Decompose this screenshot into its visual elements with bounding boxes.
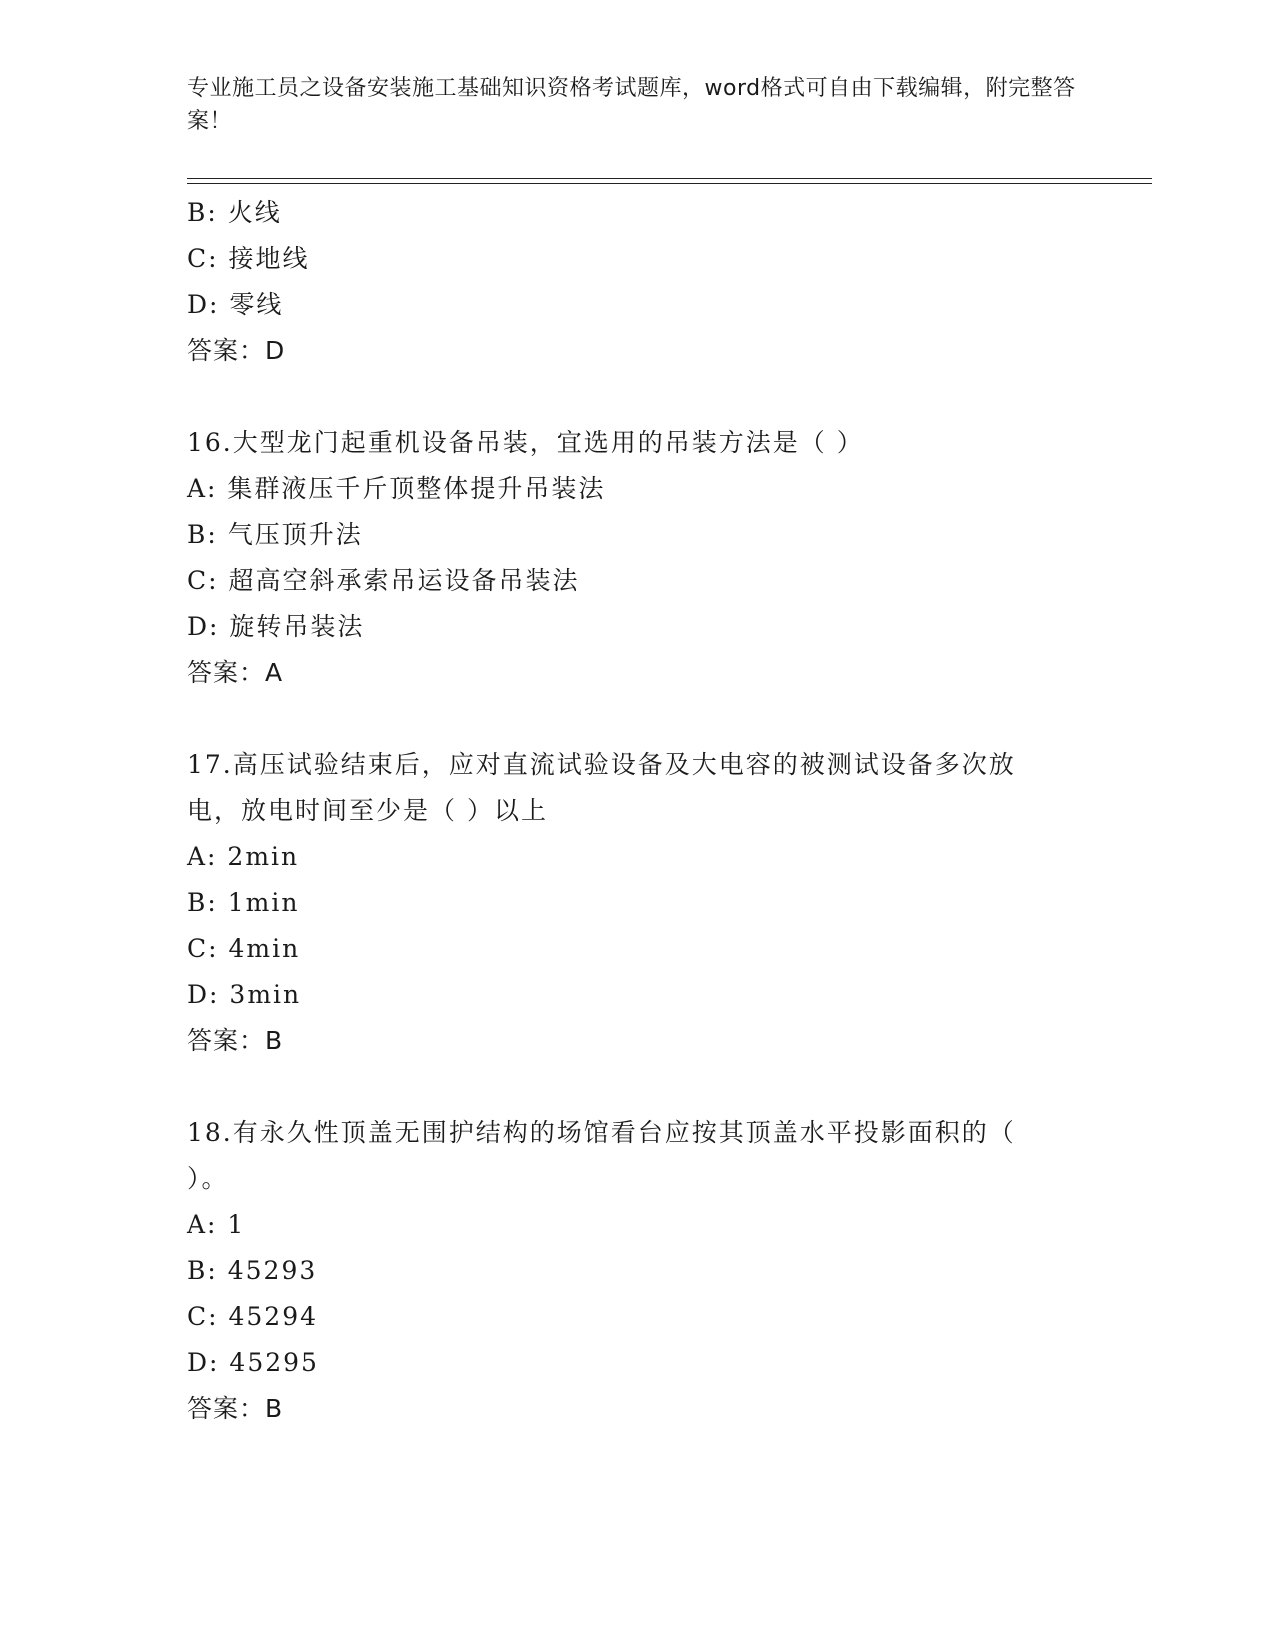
spacer (187, 1064, 1087, 1110)
option-a: A: 1 (187, 1210, 246, 1239)
option-c: C: 4min (187, 934, 301, 963)
option-b: B: 1min (187, 888, 300, 917)
answer-line: 答案：B (187, 1026, 284, 1055)
option-d: D: 3min (187, 980, 302, 1009)
question-fragment (187, 190, 1087, 374)
answer-line: 答案：A (187, 658, 284, 687)
option-c: C: 接地线 (187, 244, 310, 273)
question-text: 16.大型龙门起重机设备吊装，宜选用的吊装方法是（ ） (187, 428, 864, 457)
question-17 (187, 742, 1087, 1064)
option-b: B: 火线 (187, 198, 282, 227)
option-c: C: 超高空斜承索吊运设备吊装法 (187, 566, 580, 595)
option-c: C: 45294 (187, 1302, 319, 1331)
option-a: A: 集群液压千斤顶整体提升吊装法 (187, 474, 606, 503)
question-text: 17.高压试验结束后，应对直流试验设备及大电容的被测试设备多次放电，放电时间至少是（ ）以上 (187, 750, 1016, 825)
option-a: A: 2min (187, 842, 300, 871)
spacer (187, 374, 1087, 420)
header-rule-bottom (187, 183, 1152, 184)
spacer (187, 696, 1087, 742)
answer-line: 答案：B (187, 1394, 284, 1423)
document-header: 专业施工员之设备安装施工基础知识资格考试题库，word格式可自由下载编辑，附完整答案！ (187, 76, 1076, 134)
answer-line: 答案：D (187, 336, 286, 365)
option-b: B: 气压顶升法 (187, 520, 363, 549)
header-rule-top (187, 178, 1152, 179)
question-16 (187, 420, 1087, 696)
question-18 (187, 1110, 1087, 1432)
question-list (187, 190, 1087, 1432)
option-d: D: 旋转吊装法 (187, 612, 365, 641)
option-b: B: 45293 (187, 1256, 318, 1285)
option-d: D: 45295 (187, 1348, 319, 1377)
option-d: D: 零线 (187, 290, 284, 319)
question-text: 18.有永久性顶盖无围护结构的场馆看台应按其顶盖水平投影面积的（ ）。 (187, 1118, 1016, 1193)
